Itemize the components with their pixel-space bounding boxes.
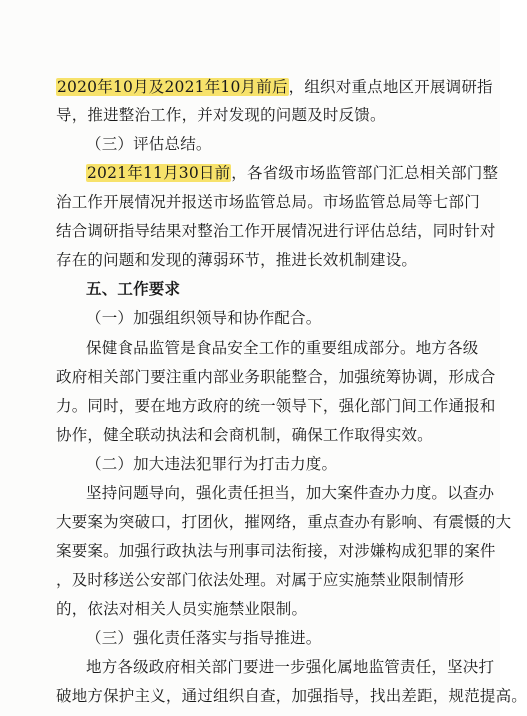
paragraph-line: 地方各级政府相关部门要进一步强化属地监管责任，坚决打 xyxy=(86,658,495,676)
paragraph-line: 力。同时，要在地方政府的统一领导下，强化部门间工作通报和 xyxy=(56,397,496,415)
subsection-heading: （一）加强组织领导和协作配合。 xyxy=(86,309,322,327)
paragraph-line: 结合调研指导结果对整治工作开展情况进行评估总结，同时针对 xyxy=(56,222,496,240)
paragraph-line: 政府相关部门要注重内部业务职能整合，加强统筹协调，形成合 xyxy=(56,368,496,386)
paragraph-line: 治工作开展情况并报送市场监管总局。市场监管总局等七部门 xyxy=(56,193,480,211)
paragraph-line: 协作，健全联动执法和会商机制，确保工作取得实效。 xyxy=(56,426,433,444)
text-span: ，组织对重点地区开展调研指 xyxy=(288,78,493,96)
paragraph-line xyxy=(56,76,493,98)
paragraph-line xyxy=(86,162,499,184)
paragraph-line: 坚持问题导向，强化责任担当，加大案件查办力度。以查办 xyxy=(86,484,495,502)
section-heading: （三）评估总结。 xyxy=(86,135,212,153)
section-heading: 五、工作要求 xyxy=(86,280,181,298)
highlighted-date: 2021年11月30日前 xyxy=(87,164,231,182)
paragraph-line: 的，依法对相关人员实施禁业限制。 xyxy=(56,600,308,618)
paragraph-line: 导，推进整治工作，并对发现的问题及时反馈。 xyxy=(56,106,386,124)
paragraph-line: 破地方保护主义，通过组织自查，加强指导，找出差距，规范提高。 xyxy=(56,687,527,705)
text-span: ，各省级市场监管部门汇总相关部门整 xyxy=(231,164,499,182)
paragraph-line: ，及时移送公安部门依法处理。对属于应实施禁业限制情形 xyxy=(56,571,465,589)
paragraph-line: 保健食品监管是食品安全工作的重要组成部分。地方各级 xyxy=(86,339,479,357)
paragraph-line: 大要案为突破口，打团伙，摧网络，重点查办有影响、有震慑的大 xyxy=(56,513,512,531)
paragraph-line: 存在的问题和发现的薄弱环节，推进长效机制建设。 xyxy=(56,251,418,269)
highlighted-date: 2020年10月及2021年10月前后 xyxy=(57,78,288,96)
paragraph-line: 案要案。加强行政执法与刑事司法衔接，对涉嫌构成犯罪的案件 xyxy=(56,542,496,560)
subsection-heading: （二）加大违法犯罪行为打击力度。 xyxy=(86,455,338,473)
subsection-heading: （三）强化责任落实与指导推进。 xyxy=(86,629,322,647)
